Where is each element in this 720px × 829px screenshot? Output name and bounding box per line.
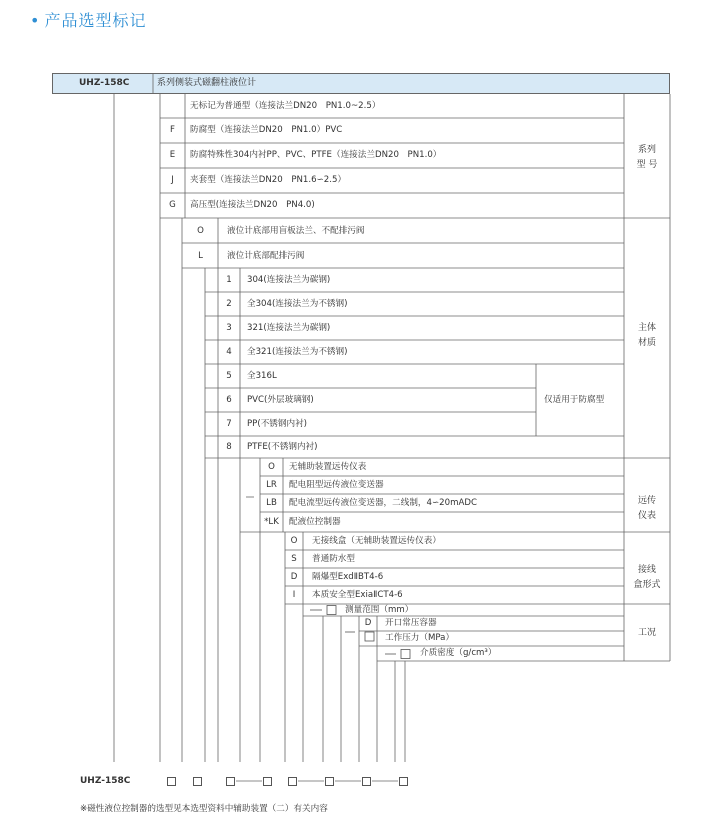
condition-row-1: 开口常压容器 xyxy=(385,618,437,628)
material-row-7: PTFE(不锈钢内衬) xyxy=(247,442,318,452)
junction-code-1: S xyxy=(291,554,297,564)
header-series: 系列侧装式磁翻柱液位计 xyxy=(157,78,257,88)
condition-row-3: 介质密度（g/cm³） xyxy=(420,648,497,658)
series-code-4: G xyxy=(169,200,176,210)
series-row-2: 防腐特殊性304内衬PP、PVC、PTFE（连接法兰DN20 PN1.0） xyxy=(190,150,442,160)
category-material: 主体 材质 xyxy=(637,323,656,348)
remote-row-2: 配电流型远传液位变送器，二线制，4∽20mADC xyxy=(289,498,477,508)
material-code-4: 5 xyxy=(226,371,232,381)
material-code-6: 7 xyxy=(226,419,232,429)
code-box-material xyxy=(226,777,235,786)
material-code-3: 4 xyxy=(226,347,232,357)
material-row-3: 全321(连接法兰为不锈钢) xyxy=(247,347,348,357)
junction-row-2: 隔爆型ExdⅡBT4-6 xyxy=(312,572,384,582)
header-model: UHZ-158C xyxy=(79,78,130,88)
remote-code-3: *LK xyxy=(264,517,279,527)
code-box-pressure xyxy=(362,777,371,786)
material-code-0: 1 xyxy=(226,275,232,285)
bottom-code-0: O xyxy=(197,226,204,236)
bottom-row-1: 液位计底部配排污阀 xyxy=(227,251,305,261)
condition-row-2: 工作压力（MPa） xyxy=(385,633,455,643)
junction-code-2: D xyxy=(290,572,298,582)
series-code-1: F xyxy=(170,125,175,135)
material-row-0: 304(连接法兰为碳钢) xyxy=(247,275,331,285)
junction-code-3: I xyxy=(292,590,296,600)
code-box-range xyxy=(325,777,334,786)
code-box-bottom xyxy=(193,777,202,786)
remote-row-3: 配液位控制器 xyxy=(289,517,341,527)
bottom-row-0: 液位计底部用盲板法兰、不配排污阀 xyxy=(227,226,365,236)
page-title: • 产品选型标记 xyxy=(30,11,147,30)
remote-code-2: LB xyxy=(266,498,277,508)
category-condition: 工况 xyxy=(637,628,656,638)
bottom-code-1: L xyxy=(198,251,203,261)
remote-row-1: 配电阻型远传液位变送器 xyxy=(289,480,384,490)
remote-code-1: LR xyxy=(266,480,277,490)
material-code-5: 6 xyxy=(226,395,232,405)
series-code-2: E xyxy=(169,150,176,160)
code-box-series xyxy=(167,777,176,786)
series-code-3: J xyxy=(171,175,174,185)
junction-code-0: O xyxy=(290,536,298,546)
junction-row-3: 本质安全型ExiaⅡCT4-6 xyxy=(312,590,403,600)
material-row-1: 全304(连接法兰为不锈钢) xyxy=(247,299,348,309)
material-code-1: 2 xyxy=(226,299,232,309)
material-row-4: 全316L xyxy=(247,371,277,381)
condition-row-0: 测量范围（mm） xyxy=(345,605,414,615)
category-series: 系列 型 号 xyxy=(636,145,658,170)
category-remote: 远传 仪表 xyxy=(637,496,656,521)
condition-code-1: D xyxy=(364,618,372,628)
junction-row-0: 无接线盒（无辅助装置远传仪表） xyxy=(312,536,441,546)
material-code-7: 8 xyxy=(226,442,232,452)
anticorrosion-note: 仅适用于防腐型 xyxy=(544,395,605,405)
series-row-3: 夹套型（连接法兰DN20 PN1.6∽2.5） xyxy=(190,175,347,185)
code-box-remote xyxy=(263,777,272,786)
code-box-density xyxy=(399,777,408,786)
footnote: ※磁性液位控制器的选型见本选型资料中辅助装置（二）有关内容 xyxy=(80,804,328,814)
material-row-6: PP(不锈钢内衬) xyxy=(247,419,308,429)
material-code-2: 3 xyxy=(226,323,232,333)
material-row-5: PVC(外层玻璃钢) xyxy=(247,395,314,405)
series-row-0: 无标记为普通型（连接法兰DN20 PN1.0~2.5） xyxy=(190,101,381,111)
bottom-model-code: UHZ-158C xyxy=(80,776,131,786)
remote-row-0: 无辅助装置远传仪表 xyxy=(289,462,367,472)
category-junction: 接线 盒形式 xyxy=(633,565,661,590)
material-row-2: 321(连接法兰为碳钢) xyxy=(247,323,331,333)
junction-row-1: 普通防水型 xyxy=(312,554,355,564)
code-box-junction xyxy=(288,777,297,786)
remote-code-0: O xyxy=(268,462,275,472)
series-row-1: 防腐型（连接法兰DN20 PN1.0）PVC xyxy=(190,125,343,135)
series-row-4: 高压型(连接法兰DN20 PN4.0) xyxy=(190,200,315,210)
